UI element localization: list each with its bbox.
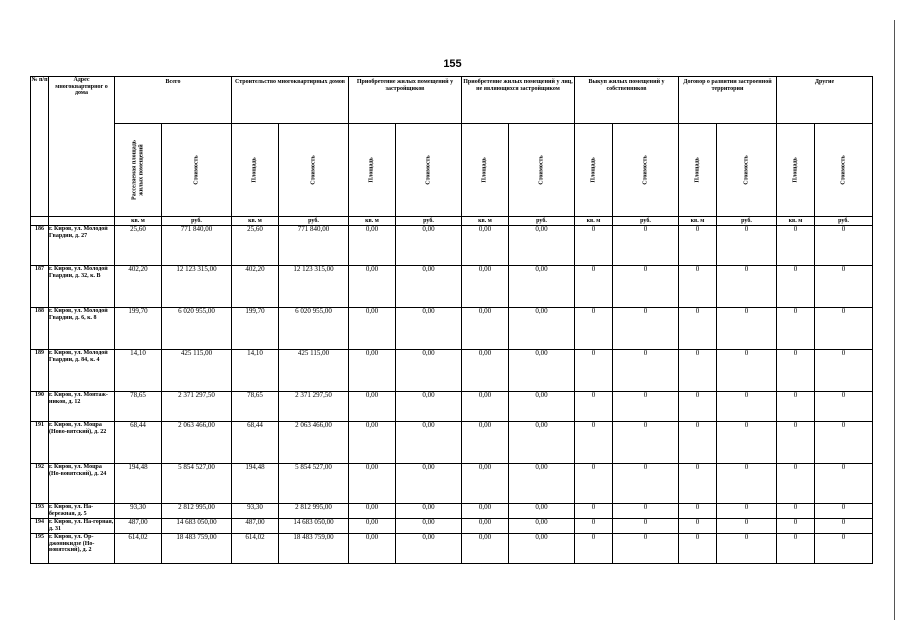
row-value: 0 <box>815 226 873 266</box>
row-value: 78,65 <box>232 392 279 422</box>
row-value: 199,70 <box>115 308 162 350</box>
subheader-cost <box>717 124 777 217</box>
row-value: 0 <box>575 266 613 308</box>
row-value: 0,00 <box>462 422 509 464</box>
subheader-cost <box>815 124 873 217</box>
subheader-label: Стоимость <box>642 155 649 185</box>
subheader-label: Площадь <box>368 157 375 183</box>
row-value: 0 <box>575 308 613 350</box>
unit-label: кв. м <box>115 217 162 226</box>
row-value: 0 <box>613 308 679 350</box>
row-value: 0,00 <box>462 504 509 519</box>
row-value: 0 <box>613 350 679 392</box>
subheader-label: Стоимость <box>310 155 317 185</box>
subheader-label: Площадь <box>481 157 488 183</box>
row-index: 195 <box>31 534 49 564</box>
row-address: г. Киров, ул. Монтаж-ников, д. 12 <box>49 392 115 422</box>
row-value: 0,00 <box>462 464 509 504</box>
row-value: 0 <box>815 534 873 564</box>
row-value: 0 <box>815 504 873 519</box>
unit-label: руб. <box>509 217 575 226</box>
subheader-label: Стоимость <box>743 155 750 185</box>
row-value: 0 <box>575 519 613 534</box>
row-value: 0,00 <box>396 266 462 308</box>
row-value: 0 <box>679 392 717 422</box>
row-value: 0,00 <box>349 422 396 464</box>
subheader-area <box>575 124 613 217</box>
row-index: 188 <box>31 308 49 350</box>
table-row <box>31 226 873 266</box>
row-index: 186 <box>31 226 49 266</box>
row-value: 2 371 297,50 <box>162 392 232 422</box>
subheader-label: Стоимость <box>425 155 432 185</box>
subheader-label: Стоимость <box>193 155 200 185</box>
header-other <box>777 77 873 124</box>
row-value: 0,00 <box>396 350 462 392</box>
row-value: 0 <box>777 519 815 534</box>
row-value: 0 <box>717 308 777 350</box>
row-value: 14,10 <box>115 350 162 392</box>
row-address: г. Киров, ул. Ор-джоникидзе (Но-вовятский), д. 2 <box>49 534 115 564</box>
row-value: 614,02 <box>115 534 162 564</box>
header-buyout-label: Выкуп жилых помещений у собственников <box>588 79 665 92</box>
subheader-area <box>679 124 717 217</box>
row-value: 14 683 050,00 <box>162 519 232 534</box>
row-address: г. Киров, ул. Молодой Гвардии, д. 32, к. В <box>49 266 115 308</box>
subheader-cost <box>613 124 679 217</box>
row-value: 0,00 <box>462 519 509 534</box>
row-value: 0 <box>815 350 873 392</box>
row-address: г. Киров, ул. Моцра (Но-вовятский), д. 24 <box>49 464 115 504</box>
row-value: 0 <box>717 504 777 519</box>
row-value: 0 <box>777 464 815 504</box>
row-value: 0,00 <box>349 519 396 534</box>
page-number: 155 <box>443 58 462 70</box>
row-value: 0 <box>575 464 613 504</box>
subheader-area <box>349 124 396 217</box>
row-value: 0 <box>575 226 613 266</box>
unit-label: руб. <box>613 217 679 226</box>
subheader-area <box>777 124 815 217</box>
table-row <box>31 519 873 534</box>
row-value: 199,70 <box>232 308 279 350</box>
row-index: 191 <box>31 422 49 464</box>
row-value: 0,00 <box>509 392 575 422</box>
row-value: 0,00 <box>462 350 509 392</box>
row-value: 93,30 <box>232 504 279 519</box>
header-development-agreement <box>679 77 777 124</box>
row-value: 0 <box>613 226 679 266</box>
row-value: 487,00 <box>232 519 279 534</box>
row-value: 0 <box>717 392 777 422</box>
row-value: 194,48 <box>232 464 279 504</box>
row-value: 0 <box>777 534 815 564</box>
row-value: 14 683 050,00 <box>279 519 349 534</box>
table-row <box>31 464 873 504</box>
subheader-area <box>115 124 162 217</box>
row-value: 0 <box>815 464 873 504</box>
header-construction <box>232 77 349 124</box>
header-development-agreement-label: Договор о развитии застроенной территории <box>683 79 772 92</box>
row-value: 0,00 <box>349 308 396 350</box>
row-value: 0 <box>575 504 613 519</box>
subheader-label: Площадь <box>590 157 597 183</box>
row-value: 0 <box>679 308 717 350</box>
row-value: 0 <box>717 534 777 564</box>
row-value: 0 <box>777 308 815 350</box>
row-address: г. Киров, ул. На-горная, д. 31 <box>49 519 114 532</box>
row-value: 6 020 955,00 <box>162 308 232 350</box>
row-value: 0,00 <box>349 350 396 392</box>
unit-label: кв. м <box>349 217 396 226</box>
row-index: 187 <box>31 266 49 308</box>
row-address: г. Киров, ул. Моцра (Ново-вятский), д. 22 <box>49 422 115 464</box>
subheader-cost <box>396 124 462 217</box>
row-value: 0 <box>717 350 777 392</box>
row-value: 0 <box>717 519 777 534</box>
row-value: 614,02 <box>232 534 279 564</box>
row-value: 0,00 <box>509 464 575 504</box>
row-value: 0,00 <box>462 266 509 308</box>
row-value: 0,00 <box>349 226 396 266</box>
row-value: 0 <box>613 422 679 464</box>
row-value: 68,44 <box>232 422 279 464</box>
subheader-area <box>462 124 509 217</box>
unit-label: руб. <box>815 217 873 226</box>
row-index: 190 <box>31 392 49 422</box>
table-row <box>31 266 873 308</box>
header-address: Адрес многоквартирног о дома <box>49 77 115 217</box>
header-construction-label: Строительство многоквартирных домов <box>234 79 345 85</box>
row-value: 0 <box>777 266 815 308</box>
row-value: 12 123 315,00 <box>162 266 232 308</box>
row-value: 0 <box>575 392 613 422</box>
row-value: 0 <box>679 504 717 519</box>
row-value: 0 <box>679 266 717 308</box>
housing-relocation-table <box>30 76 873 564</box>
table-row <box>31 392 873 422</box>
subheader-label: Площадь <box>792 157 799 183</box>
row-value: 0 <box>575 350 613 392</box>
row-value: 0,00 <box>509 226 575 266</box>
header-purchase-non-developers <box>462 77 575 124</box>
row-value: 68,44 <box>115 422 162 464</box>
unit-label: кв. м <box>462 217 509 226</box>
row-value: 0 <box>815 392 873 422</box>
unit-spacer-index <box>31 217 49 226</box>
row-value: 0 <box>777 392 815 422</box>
row-value: 93,30 <box>115 504 162 519</box>
unit-label: руб. <box>396 217 462 226</box>
row-value: 0 <box>679 519 717 534</box>
subheader-label: Стоимость <box>538 155 545 185</box>
page-edge-line <box>894 20 895 620</box>
header-index: № п/п <box>31 77 49 217</box>
row-value: 0 <box>679 534 717 564</box>
row-value: 402,20 <box>115 266 162 308</box>
row-value: 25,60 <box>232 226 279 266</box>
row-index: 193 <box>31 504 49 519</box>
row-value: 0 <box>613 519 679 534</box>
row-value: 5 854 527,00 <box>279 464 349 504</box>
row-address: г. Киров, ул. Молодой Гвардии, д. 84, к. 4 <box>49 350 115 392</box>
row-value: 0 <box>679 226 717 266</box>
row-value: 0 <box>815 266 873 308</box>
row-value: 0,00 <box>396 534 462 564</box>
row-value: 0,00 <box>349 392 396 422</box>
row-value: 2 812 995,00 <box>162 504 232 519</box>
subheader-label: Площадь <box>694 157 701 183</box>
row-value: 0,00 <box>396 392 462 422</box>
header-purchase-developers-label: Приобретение жилых помещений у застройщиков <box>356 79 454 92</box>
row-value: 771 840,00 <box>162 226 232 266</box>
row-value: 0 <box>777 350 815 392</box>
row-value: 0 <box>575 534 613 564</box>
unit-label: кв. м <box>679 217 717 226</box>
row-value: 0,00 <box>462 392 509 422</box>
row-value: 25,60 <box>115 226 162 266</box>
subheader-area <box>232 124 279 217</box>
row-value: 0,00 <box>396 519 462 534</box>
row-address: г. Киров, ул. Молодой Гвардии, д. 27 <box>49 226 115 266</box>
row-value: 487,00 <box>115 519 162 534</box>
row-value: 0,00 <box>396 504 462 519</box>
header-total-label: Всего <box>165 79 181 85</box>
row-value: 0,00 <box>349 464 396 504</box>
row-value: 194,48 <box>115 464 162 504</box>
row-value: 2 063 466,00 <box>279 422 349 464</box>
row-value: 402,20 <box>232 266 279 308</box>
row-value: 6 020 955,00 <box>279 308 349 350</box>
table-row <box>31 422 873 464</box>
row-address: г. Киров, ул. Молодой Гвардии, д. 6, к. 8 <box>49 308 115 350</box>
unit-label: руб. <box>162 217 232 226</box>
row-value: 0,00 <box>509 350 575 392</box>
row-value: 425 115,00 <box>279 350 349 392</box>
row-value: 0,00 <box>349 534 396 564</box>
row-value: 425 115,00 <box>162 350 232 392</box>
row-value: 0,00 <box>509 534 575 564</box>
row-value: 0 <box>679 350 717 392</box>
row-value: 0 <box>679 422 717 464</box>
row-value: 0,00 <box>509 422 575 464</box>
row-value: 5 854 527,00 <box>162 464 232 504</box>
row-value: 12 123 315,00 <box>279 266 349 308</box>
row-value: 0 <box>815 519 873 534</box>
header-buyout <box>575 77 679 124</box>
unit-label: руб. <box>717 217 777 226</box>
row-value: 0 <box>815 422 873 464</box>
row-value: 0,00 <box>462 226 509 266</box>
unit-label: кв. м <box>232 217 279 226</box>
header-other-label: Другие <box>814 79 835 85</box>
subheader-cost <box>279 124 349 217</box>
unit-spacer-address <box>49 217 115 226</box>
row-value: 0,00 <box>462 534 509 564</box>
row-value: 0,00 <box>509 308 575 350</box>
table-row <box>31 308 873 350</box>
subheader-label: Расселяемая площадь жилых помещений <box>131 140 144 200</box>
row-value: 0 <box>777 422 815 464</box>
row-value: 0 <box>777 226 815 266</box>
header-purchase-developers <box>349 77 462 124</box>
subheader-label: Стоимость <box>840 155 847 185</box>
row-value: 2 063 466,00 <box>162 422 232 464</box>
row-address: г. Киров, ул. На-бережная, д. 5 <box>49 504 115 519</box>
row-value: 0 <box>613 504 679 519</box>
row-value: 0,00 <box>509 266 575 308</box>
table-row <box>31 350 873 392</box>
row-value: 0,00 <box>509 504 575 519</box>
subheader-label: Площадь <box>251 157 258 183</box>
row-value: 0 <box>613 266 679 308</box>
row-value: 0,00 <box>396 308 462 350</box>
unit-label: руб. <box>279 217 349 226</box>
row-index: 194 <box>31 519 49 534</box>
row-index: 189 <box>31 350 49 392</box>
row-value: 0,00 <box>462 308 509 350</box>
row-value: 0 <box>613 464 679 504</box>
row-value: 0,00 <box>349 266 396 308</box>
row-value: 0 <box>717 226 777 266</box>
row-value: 0 <box>717 266 777 308</box>
header-purchase-non-developers-label: Приобретение жилых помещений у лиц, не являющихся застройщиком <box>463 79 573 92</box>
unit-label: кв. м <box>777 217 815 226</box>
row-value: 0 <box>613 392 679 422</box>
row-value: 0,00 <box>396 226 462 266</box>
row-value: 14,10 <box>232 350 279 392</box>
subheader-cost <box>509 124 575 217</box>
row-value: 0 <box>815 308 873 350</box>
table-row <box>31 534 873 564</box>
table-row <box>31 504 873 519</box>
row-value: 18 483 759,00 <box>279 534 349 564</box>
row-value: 0 <box>613 534 679 564</box>
row-value: 0,00 <box>396 422 462 464</box>
row-value: 2 812 995,00 <box>279 504 349 519</box>
subheader-cost <box>162 124 232 217</box>
row-index: 192 <box>31 464 49 504</box>
row-value: 78,65 <box>115 392 162 422</box>
row-value: 0 <box>717 464 777 504</box>
row-value: 771 840,00 <box>279 226 349 266</box>
unit-label: кв. м <box>575 217 613 226</box>
row-value: 0,00 <box>349 504 396 519</box>
row-value: 0,00 <box>509 519 575 534</box>
row-value: 2 371 297,50 <box>279 392 349 422</box>
row-value: 18 483 759,00 <box>162 534 232 564</box>
row-value: 0,00 <box>396 464 462 504</box>
row-value: 0 <box>679 464 717 504</box>
row-value: 0 <box>575 422 613 464</box>
header-total <box>115 77 232 124</box>
row-value: 0 <box>777 504 815 519</box>
row-value: 0 <box>717 422 777 464</box>
